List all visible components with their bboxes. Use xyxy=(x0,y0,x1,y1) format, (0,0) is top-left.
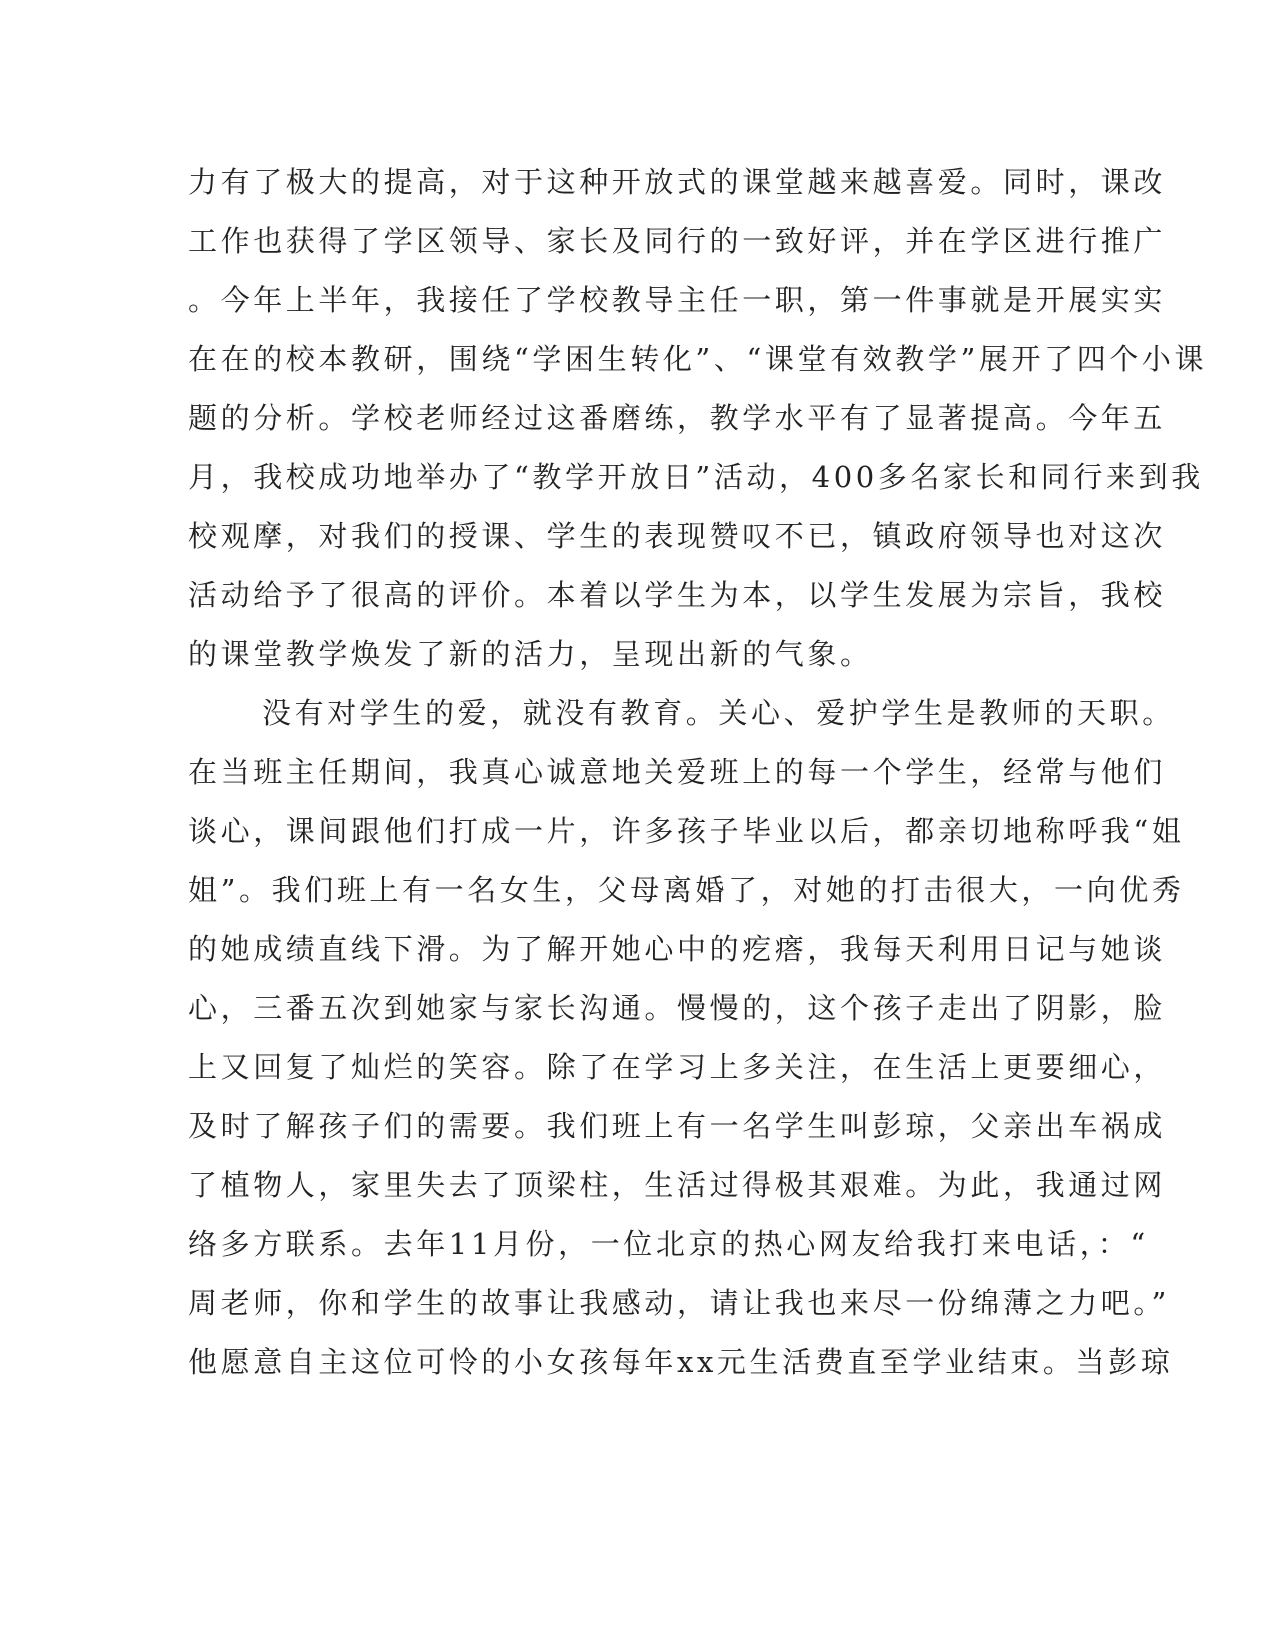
text-line: 月，我校成功地举办了“教学开放日”活动，400多名家长和同行来到我 xyxy=(188,460,1204,494)
text-line: 心，三番五次到她家与家长沟通。慢慢的，这个孩子走出了阴影，脸 xyxy=(188,991,1167,1025)
text-line: 谈心，课间跟他们打成一片，许多孩子毕业以后，都亲切地称呼我“姐 xyxy=(188,814,1185,848)
text-line: 他愿意自主这位可怜的小女孩每年xx元生活费直至学业结束。当彭琼 xyxy=(188,1345,1174,1379)
text-line: 校观摩，对我们的授课、学生的表现赞叹不已，镇政府领导也对这次 xyxy=(188,519,1167,553)
text-line: 周老师，你和学生的故事让我感动，请让我也来尽一份绵薄之力吧。” xyxy=(188,1286,1170,1320)
text-line: 工作也获得了学区领导、家长及同行的一致好评，并在学区进行推广 xyxy=(188,224,1167,258)
text-line: 了植物人，家里失去了顶梁柱，生活过得极其艰难。为此，我通过网 xyxy=(188,1168,1167,1202)
text-line: 。今年上半年，我接任了学校教导主任一职，第一件事就是开展实实 xyxy=(188,283,1167,317)
text-line: 题的分析。学校老师经过这番磨练，教学水平有了显著提高。今年五 xyxy=(188,401,1167,435)
text-line: 姐”。我们班上有一名女生，父母离婚了，对她的打击很大，一向优秀 xyxy=(188,873,1185,907)
text-line: 在当班主任期间，我真心诚意地关爱班上的每一个学生，经常与他们 xyxy=(188,755,1167,789)
text-line: 上又回复了灿烂的笑容。除了在学习上多关注，在生活上更要细心， xyxy=(188,1050,1167,1084)
paragraph-first-line: 没有对学生的爱，就没有教育。关心、爱护学生是教师的天职。 xyxy=(262,696,1175,730)
text-line: 络多方联系。去年11月份，一位北京的热心网友给我打来电话，：“ xyxy=(188,1227,1149,1261)
text-line: 在在的校本教研，围绕“学困生转化”、“课堂有效教学”展开了四个小课 xyxy=(188,342,1208,376)
text-line: 的课堂教学焕发了新的活力，呈现出新的气象。 xyxy=(188,637,873,671)
text-line: 力有了极大的提高，对于这种开放式的课堂越来越喜爱。同时，课改 xyxy=(188,165,1167,199)
text-line: 活动给予了很高的评价。本着以学生为本，以学生发展为宗旨，我校 xyxy=(188,578,1167,612)
text-line: 及时了解孩子们的需要。我们班上有一名学生叫彭琼，父亲出车祸成 xyxy=(188,1109,1167,1143)
text-line: 的她成绩直线下滑。为了解开她心中的疙瘩，我每天利用日记与她谈 xyxy=(188,932,1167,966)
